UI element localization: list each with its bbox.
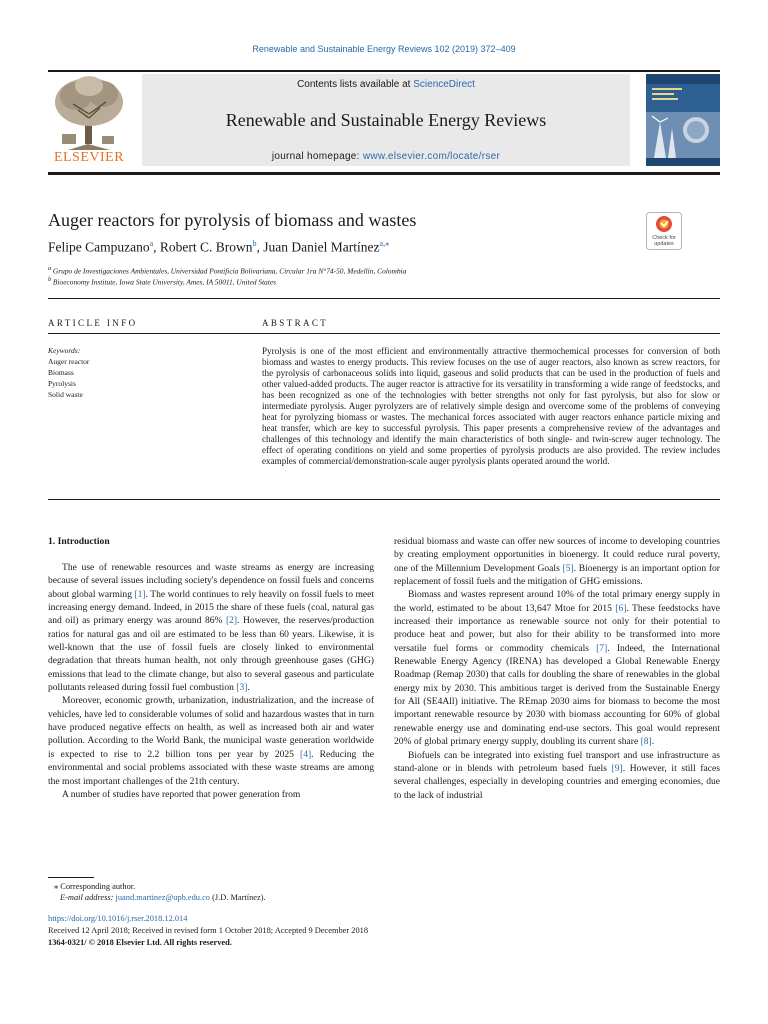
author-separator: , [153, 239, 160, 255]
doi-link[interactable]: https://doi.org/10.1016/j.rser.2018.12.014 [48, 914, 188, 923]
journal-homepage-line [142, 151, 630, 162]
body-text: . [651, 736, 655, 748]
reference-link[interactable]: [8] [640, 736, 652, 748]
author-1-affil-mark[interactable]: a [149, 239, 154, 248]
reference-link[interactable]: [7] [596, 642, 608, 654]
body-text: A number of studies have reported that power generation from [62, 788, 301, 800]
body-column-left [48, 561, 374, 801]
body-text: . Indeed, the International Renewable Energy Agency (IRENA) has developed a Global Renewable Energy Roadmap (Remap 2030) that calls for doubling the share of renewables in the global energy mix by 2030. This ambitious target is derived from the Sustainable Energy for All (SE4All) initiative. The REmap 2030 aims for biomass to become the most important renewable resource by 2030 with biomass accounting for 60% of global renewable energy use and dominating end-use sectors. This goal would represent 20% of global primary energy supply, doubling its current share [394, 642, 720, 748]
body-paragraph [394, 749, 720, 802]
author-2[interactable]: Robert C. Brown [159, 239, 253, 255]
body-paragraph [48, 788, 374, 801]
homepage-prefix: journal homepage: [271, 151, 363, 162]
email-note [60, 893, 266, 902]
received-history: Received 12 April 2018; Received in revised form 1 October 2018; Accepted 9 December 2018 [48, 926, 369, 935]
header-top-rule [48, 70, 720, 72]
reference-link[interactable]: [6] [615, 602, 627, 614]
elsevier-wordmark: ELSEVIER [53, 150, 125, 165]
header-bottom-rule [48, 172, 720, 175]
article-title: Auger reactors for pyrolysis of biomass and wastes [48, 210, 417, 230]
keywords-label: Keywords: [48, 346, 81, 355]
email-suffix: (J.D. Martínez). [210, 893, 266, 902]
journal-title: Renewable and Sustainable Energy Reviews [225, 110, 547, 130]
elsevier-logo[interactable] [48, 74, 130, 166]
journal-cover-image[interactable] [646, 74, 720, 166]
author-separator: , [256, 239, 264, 255]
check-updates-line2: updates [654, 241, 674, 247]
affiliation-a-text: Grupo de Investigaciones Ambientales, Universidad Pontificia Bolivariana, Circular 1ra N°74-50, Medellín, Colombia [51, 266, 407, 276]
section-heading-rule [48, 333, 720, 334]
keyword-item: Solid waste [48, 390, 83, 399]
reference-link[interactable]: [4] [300, 748, 312, 760]
body-text: residual biomass and waste can offer new sources of income to developing countries by creating employment opportunities in bioenergy. It could reduce rural poverty, one of the Millennium Development Goals [394, 536, 720, 574]
sciencedirect-link[interactable]: ScienceDirect [413, 79, 475, 90]
author-1[interactable]: Felipe Campuzano [48, 239, 150, 255]
affiliation-b [48, 277, 276, 286]
body-text: The use of renewable resources and waste streams as energy are increasing because of several issues including society's dependence on fossil fuels and concerns about global warming [48, 562, 374, 600]
body-text: Biomass and wastes represent around 10% of the total primary energy supply in the world, estimated to be about 13,647 Mtoe for 2015 [394, 589, 720, 614]
corresponding-author-note: ⁎ Corresponding author. [54, 882, 136, 891]
body-text: . These feedstocks have increased their importance as renewable source not only for their potential to produce heat and power, but also for their ability to be transformed into more versatile fuel forms or commodity chemicals [394, 602, 720, 654]
body-text: . The world continues to rely heavily on fossil fuels to meet increasing energy demand. Indeed, in 2015 the share of these fuels (coal, natural gas and oil) as primary energy was around 86% [48, 588, 375, 627]
author-3[interactable]: Juan Daniel Martínez [263, 239, 380, 255]
body-text: . [247, 682, 250, 694]
author-list [48, 239, 389, 256]
keyword-item: Pyrolysis [48, 379, 76, 388]
affiliations-rule [48, 298, 720, 299]
body-text: . However, the reserves/production ratios for natural gas and oil are estimated to be less than 60 years. Likewise, it is well-known that the use of fossil fuels are closely linked to environmental degradation that threats human health, not only through greenhouse gases (GHG) emissions that lead to the climate change, but also to several gaseous and particulate pollutants released during fossil fuel combustion [48, 615, 374, 694]
elsevier-tree-icon [48, 74, 130, 152]
body-paragraph [394, 588, 720, 748]
section-heading-introduction: 1. Introduction [48, 536, 110, 547]
reference-link[interactable]: [1] [134, 588, 146, 600]
abstract-bottom-rule [48, 499, 720, 500]
cover-thumbnail-icon [646, 74, 720, 166]
body-text: Moreover, economic growth, urbanization, industrialization, and the increase of vehicles, have led to considerable volumes of solid and hazardous wastes that in turn have produced negative effects on health, as well as increased both air and water pollution. According to the World Bank, the municipal waste generation worldwide is expected to rise to 2.2 billion tons per year by 2025 [48, 695, 374, 760]
abstract-text: Pyrolysis is one of the most efficient and environmentally attractive thermochemical processes for conversion of both biomass and wastes to energy products. This review focuses on the use of auger reactors, also known as screw reactors, for the pyrolysis of carbonaceous solids into liquid, gaseous and solid products that can be used in the production of fuels and other valued-added products. The auger reactor is attractive for its versatility in transforming a wide range of feedstocks, and has been recognized as one of the technologies with better strengths not only for fast pyrolysis, but also for slow or intermediate pyrolysis. Auger pyrolyzers are of relatively simple design and overcome some of the problems of conveying heat for pyrolyzing biomass or wastes. The mechanical forces associated with auger reactors enhance particle mixing and heat transfer, which are key to successful pyrolysis. This paper presents a comprehensive review of the advantages and challenges of this technology and identify the main characteristics of both single- and twin-screw auger technology. The effect of operating conditions on yield and some properties of pyrolysis products are also provided. The review includes examples of commercial/demonstration-scale auger pyrolysis plants operated around the world. [262, 346, 720, 466]
footnote-rule [48, 877, 94, 878]
affiliation-a [48, 266, 406, 275]
body-text: Biofuels can be integrated into existing fuel transport and use infrastructure as stand-alone or in blends with petroleum based fuels [394, 749, 720, 774]
body-paragraph [394, 535, 720, 588]
author-3-affil-mark[interactable]: a,⁎ [379, 239, 390, 248]
affiliation-b-text: Bioeconomy Institute, Iowa State University, Ames, IA 50011, United States [51, 277, 277, 287]
body-paragraph [48, 561, 374, 694]
reference-link[interactable]: [2] [225, 615, 238, 627]
journal-header-band [142, 74, 630, 166]
reference-link[interactable]: [3] [236, 682, 248, 694]
body-text: . However, it still faces several challenges, especially in developing countries and emerging economies, due to the lack of industrial [394, 762, 720, 801]
keyword-item: Auger reactor [48, 357, 90, 366]
email-link[interactable]: juand.martinez@upb.edu.co [115, 893, 210, 902]
contents-list-line [142, 79, 630, 90]
reference-link[interactable]: [9] [611, 762, 623, 774]
body-paragraph [48, 694, 374, 787]
reference-link[interactable]: [5] [562, 562, 574, 574]
body-text: . Reducing the environmental and social problems associated with these waste streams are among the most important challenges of the 21th century. [48, 748, 374, 787]
journal-citation[interactable]: Renewable and Sustainable Energy Reviews 102 (2019) 372–409 [252, 44, 516, 54]
contents-prefix: Contents lists available at [297, 79, 414, 90]
article-info-heading: ARTICLE INFO [48, 318, 138, 328]
check-for-updates-button[interactable] [646, 212, 682, 250]
author-2-affil-mark[interactable]: b [252, 239, 257, 248]
affiliation-a-mark: a [48, 266, 52, 272]
body-text: . Bioenergy is an important option for replacement of fossil fuels and the mitigation of GHG emissions. [394, 562, 720, 588]
abstract-heading: ABSTRACT [262, 318, 329, 328]
check-updates-line1: Check for [652, 235, 676, 241]
copyright-line: 1364-0321/ © 2018 Elsevier Ltd. All rights reserved. [48, 938, 232, 947]
keyword-item: Biomass [48, 368, 74, 377]
email-label: E-mail address: [60, 893, 116, 902]
homepage-link[interactable]: www.elsevier.com/locate/rser [362, 151, 501, 162]
body-column-right [394, 535, 720, 802]
affiliation-b-mark: b [48, 277, 52, 283]
